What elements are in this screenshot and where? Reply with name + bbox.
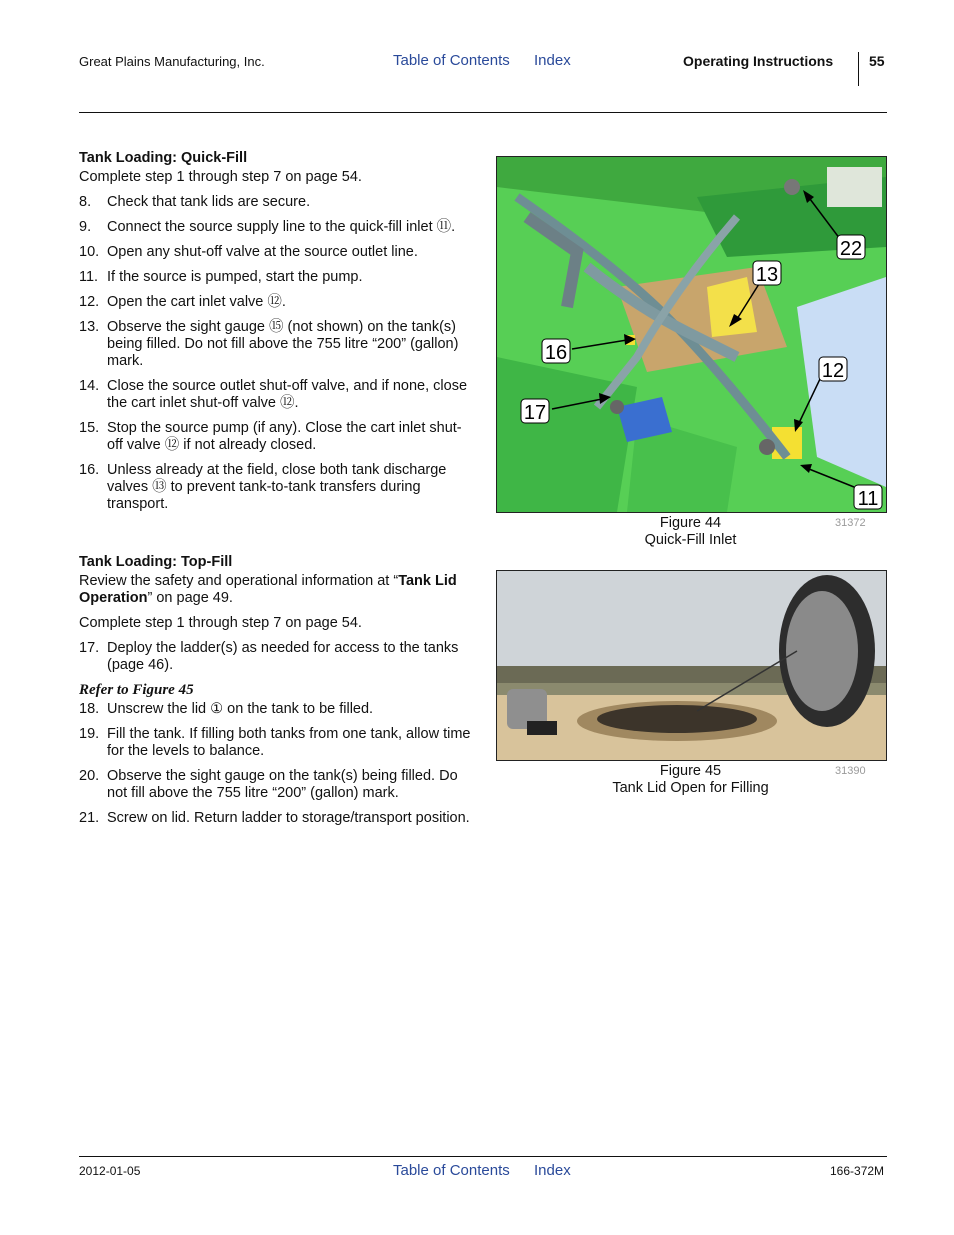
footer-toc-link[interactable]: Table of Contents (393, 1162, 510, 1179)
list-item: 16. Unless already at the field, close both tank discharge valves ⑬ to prevent tank-to-tank transfers during transport. (79, 462, 447, 512)
figure-45-image (496, 570, 887, 761)
refer-to-figure: Refer to Figure 45 (79, 682, 194, 698)
callout-13: 13 (755, 264, 779, 286)
company-name: Great Plains Manufacturing, Inc. (79, 54, 265, 69)
list-item: 20. Observe the sight gauge on the tank(s) being filled. Do not fill above the 755 litre “200” (gallon) mark. (79, 768, 458, 801)
quick-fill-intro: Complete step 1 through step 7 on page 54. (79, 169, 362, 185)
list-item: 8. Check that tank lids are secure. (79, 194, 311, 210)
callout-16: 16 (544, 342, 568, 364)
callout-17: 17 (523, 402, 547, 424)
list-item: 17. Deploy the ladder(s) as needed for access to the tanks (page 46). (79, 640, 459, 673)
list-item: 10. Open any shut-off valve at the source outlet line. (79, 244, 418, 260)
figure-45-caption (496, 763, 885, 797)
list-item: 14. Close the source outlet shut-off valve, and if none, close the cart inlet shut-off valve ⑫. (79, 378, 468, 411)
figure-45-id: 31390 (835, 765, 866, 777)
list-item: 18. Unscrew the lid ① on the tank to be filled. (79, 701, 374, 717)
footer-index-link[interactable]: Index (534, 1162, 571, 1179)
quick-fill-heading: Tank Loading: Quick-Fill (79, 150, 248, 166)
footer-rule (79, 1156, 887, 1157)
callout-22: 22 (839, 238, 863, 260)
footer-doc-number: 166-372M (830, 1164, 885, 1178)
figure-45-label: Figure 45 (659, 763, 722, 779)
header-toc-link[interactable]: Table of Contents (393, 52, 510, 69)
list-item: 9. Connect the source supply line to the quick-fill inlet ⑪. (79, 219, 456, 235)
list-item: 12. Open the cart inlet valve ⑫. (79, 294, 286, 310)
header-rule (79, 112, 887, 113)
figure-44-id: 31372 (835, 517, 866, 529)
top-fill-heading: Tank Loading: Top-Fill (79, 554, 233, 570)
figure-45-title: Tank Lid Open for Filling (612, 780, 769, 796)
list-item: 11. If the source is pumped, start the pump. (79, 269, 363, 285)
figure-44-title: Quick-Fill Inlet (644, 532, 737, 548)
list-item: 21. Screw on lid. Return ladder to storage/transport position. (79, 810, 470, 826)
list-item: 15. Stop the source pump (if any). Close the cart inlet shut-off valve ⑫ if not already closed. (79, 420, 462, 453)
footer-date: 2012-01-05 (79, 1164, 141, 1178)
top-fill-section (79, 554, 471, 827)
header-index-link[interactable]: Index (534, 52, 571, 69)
quick-fill-section (79, 150, 471, 513)
section-title: Operating Instructions (683, 53, 834, 69)
callout-12: 12 (821, 360, 845, 382)
figure-44-label: Figure 44 (659, 515, 722, 531)
page-number: 55 (869, 53, 885, 69)
top-fill-review: Review the safety and operational information at “Tank Lid Operation” on page 49. (79, 573, 457, 606)
tank-lid-photo (497, 571, 886, 760)
figure-44-image (496, 156, 887, 513)
quick-fill-inlet-illustration (497, 157, 886, 512)
callout-11: 11 (857, 488, 879, 510)
top-fill-intro: Complete step 1 through step 7 on page 54. (79, 615, 362, 631)
tank-lid-operation-ref: Tank Lid Operation (79, 573, 457, 606)
header-divider (858, 52, 859, 86)
figure-44-caption (496, 515, 885, 549)
list-item: 19. Fill the tank. If filling both tanks from one tank, allow time for the levels to balance. (79, 726, 471, 759)
list-item: 13. Observe the sight gauge ⑮ (not shown) on the tank(s) being filled. Do not fill above the 755 litre “200” (gallon) mark. (79, 319, 459, 369)
